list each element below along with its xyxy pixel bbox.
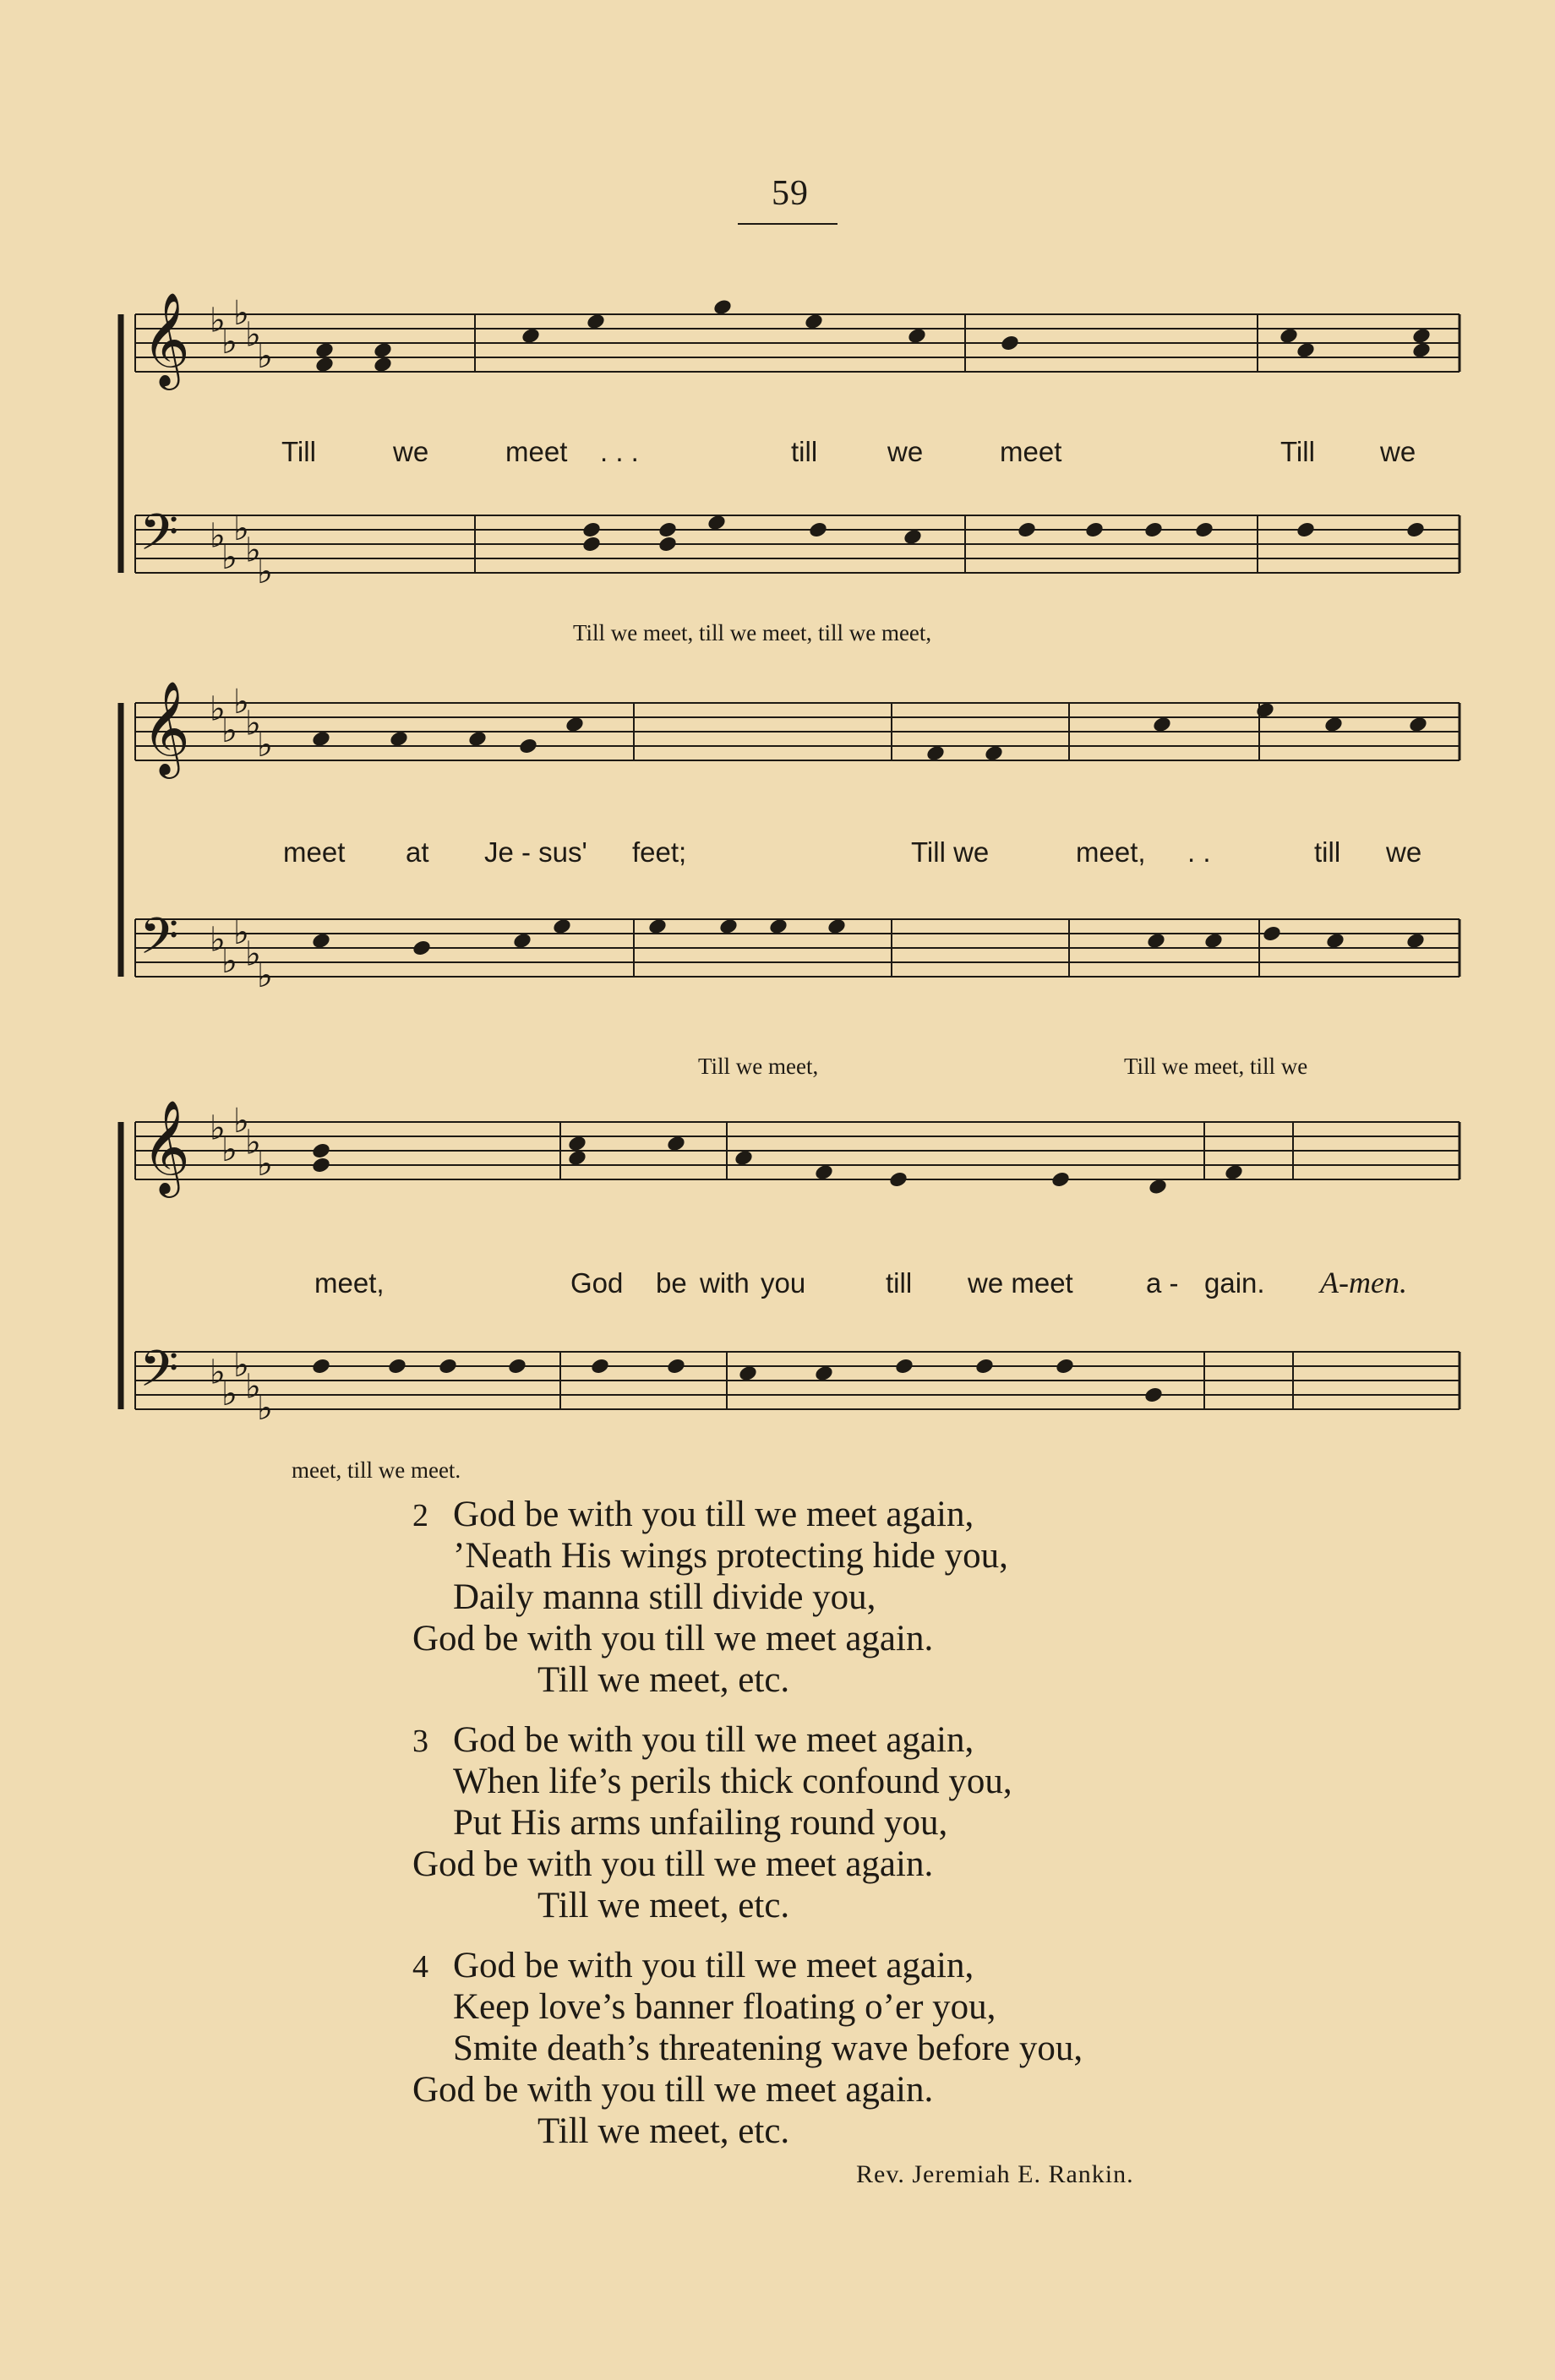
- system2-melody-lyric: Till we: [911, 836, 990, 868]
- flat-sign: ♭: [245, 531, 261, 570]
- verse-line: When life’s perils thick confound you,: [453, 1762, 1012, 1801]
- flat-sign: ♭: [257, 1145, 273, 1184]
- flat-sign: ♭: [210, 301, 226, 340]
- system2-melody-lyric: feet;: [632, 836, 687, 868]
- verse-line: Put His arms unfailing round you,: [453, 1803, 948, 1843]
- flat-sign: ♭: [210, 920, 226, 960]
- note-head: [438, 1357, 458, 1375]
- system3-melody-lyric: be: [656, 1267, 687, 1299]
- flat-sign: ♭: [257, 337, 273, 376]
- verse-number: 3: [412, 1724, 428, 1759]
- flat-sign: ♭: [210, 1353, 226, 1392]
- flat-sign: ♭: [257, 726, 273, 765]
- note-head: [1296, 520, 1316, 539]
- note-head: [387, 1357, 407, 1375]
- note-head: [894, 1357, 914, 1375]
- note-head: [808, 520, 828, 539]
- note-head: [1143, 520, 1164, 539]
- note-head: [666, 1357, 686, 1375]
- flat-sign: ♭: [233, 1346, 249, 1385]
- system2-melody-lyric: . .: [1187, 836, 1211, 868]
- note-head: [1405, 520, 1426, 539]
- note-head: [590, 1357, 610, 1375]
- note-head: [1055, 1357, 1075, 1375]
- bass-clef: 𝄢: [139, 1339, 179, 1410]
- flat-sign: ♭: [257, 956, 273, 995]
- verse-line: God be with you till we meet again.: [412, 2070, 934, 2110]
- flat-sign: ♭: [233, 509, 249, 548]
- note-head: [518, 737, 538, 755]
- note-head: [1017, 520, 1037, 539]
- system2-melody-lyric: meet,: [1076, 836, 1146, 868]
- system3-melody-lyric: with: [700, 1267, 750, 1299]
- flat-sign: ♭: [245, 704, 261, 743]
- flat-sign: ♭: [233, 683, 249, 722]
- verse: [412, 1719, 1427, 1926]
- system1-melody-lyric: Till: [281, 436, 316, 467]
- note-head: [1084, 520, 1105, 539]
- bass-clef: 𝄢: [139, 503, 179, 574]
- verse-line: Till we meet, etc.: [537, 1886, 790, 1925]
- verse: [412, 1494, 1427, 1701]
- flat-sign: ♭: [221, 1375, 237, 1413]
- flat-sign: ♭: [245, 934, 261, 974]
- flat-sign: ♭: [233, 294, 249, 333]
- page-number: 59: [772, 174, 809, 213]
- note-head: [1194, 520, 1214, 539]
- verse-line: Till we meet, etc.: [537, 2111, 790, 2151]
- flat-sign: ♭: [221, 538, 237, 577]
- flat-sign: ♭: [221, 942, 237, 981]
- note-head: [657, 535, 678, 553]
- note-head: [974, 1357, 995, 1375]
- system1-melody-lyric: meet: [1000, 436, 1062, 467]
- system3-melody-lyric: God: [570, 1267, 624, 1299]
- note-head: [581, 520, 602, 539]
- flat-sign: ♭: [210, 516, 226, 556]
- verse-line: God be with you till we meet again.: [412, 1844, 934, 1884]
- system3-melody-lyric: we meet: [968, 1267, 1073, 1299]
- system3-melody-lyric: meet,: [314, 1267, 385, 1299]
- note-head: [581, 535, 602, 553]
- verse-number: 4: [412, 1949, 428, 1985]
- verses: [412, 1494, 1427, 2170]
- system1-melody-lyric: we: [393, 436, 429, 467]
- note-head: [1143, 1386, 1164, 1404]
- verse-line: Till we meet, etc.: [537, 1660, 790, 1700]
- verse-line: God be with you till we meet again,: [453, 1720, 974, 1760]
- note-head: [657, 520, 678, 539]
- author-attribution: Rev. Jeremiah E. Rankin.: [856, 2160, 1134, 2188]
- note-head: [888, 1170, 908, 1189]
- flat-sign: ♭: [233, 913, 249, 952]
- system1-melody-lyric: we: [1380, 436, 1416, 467]
- system2-melody-lyric: till: [1314, 836, 1341, 868]
- flat-sign: ♭: [257, 1389, 273, 1428]
- verse-line: God be with you till we meet again.: [412, 1619, 934, 1658]
- flat-sign: ♭: [257, 553, 273, 591]
- flat-sign: ♭: [210, 689, 226, 729]
- flat-sign: ♭: [245, 1123, 261, 1163]
- system1-bass-lyrics: Till we meet, till we meet, till we meet,: [573, 620, 932, 645]
- system1-melody-lyric: Till: [1280, 436, 1315, 467]
- note-head: [412, 939, 432, 957]
- flat-sign: ♭: [221, 711, 237, 750]
- verse-line: God be with you till we meet again,: [453, 1946, 974, 1985]
- note-head: [311, 1141, 331, 1160]
- system2-melody-lyric: Je - sus': [484, 836, 587, 868]
- treble-clef: 𝄞: [142, 680, 190, 775]
- note-head: [1050, 1170, 1071, 1189]
- system2-melody-lyric: we: [1386, 836, 1422, 868]
- flat-sign: ♭: [245, 315, 261, 355]
- verse-line: Keep love’s banner floating o’er you,: [453, 1987, 996, 2027]
- treble-clef: 𝄞: [142, 291, 190, 386]
- system1-melody-lyric: . . .: [600, 436, 639, 467]
- verse-line: ’Neath His wings protecting hide you,: [453, 1536, 1008, 1576]
- system2-melody-lyric: meet: [283, 836, 346, 868]
- verse-line: God be with you till we meet again,: [453, 1495, 974, 1534]
- note-head: [311, 1357, 331, 1375]
- treble-clef: 𝄞: [142, 1099, 190, 1194]
- system2-melody-lyric: at: [406, 836, 429, 868]
- system3-melody-lyric: a -: [1146, 1267, 1179, 1299]
- system3-melody-lyric: gain.: [1204, 1267, 1265, 1299]
- verse: [412, 1945, 1427, 2152]
- flat-sign: ♭: [233, 1102, 249, 1141]
- note-head: [1000, 334, 1020, 352]
- note-head: [1262, 924, 1282, 943]
- flat-sign: ♭: [210, 1108, 226, 1148]
- system1-melody-lyric: meet: [505, 436, 568, 467]
- note-head: [507, 1357, 527, 1375]
- system3-bass-lyrics: meet, till we meet.: [292, 1457, 461, 1483]
- system3-melody-lyric: till: [886, 1267, 913, 1299]
- system2-bass-lyrics: Till we meet, till we: [1124, 1054, 1308, 1079]
- verse-line: Smite death’s threatening wave before you,: [453, 2029, 1083, 2068]
- system1-melody-lyric: till: [791, 436, 818, 467]
- verse-number: 2: [412, 1498, 428, 1533]
- system1-melody-lyric: we: [887, 436, 924, 467]
- bass-clef: 𝄢: [139, 907, 179, 978]
- flat-sign: ♭: [245, 1367, 261, 1407]
- flat-sign: ♭: [221, 323, 237, 362]
- verse-line: Daily manna still divide you,: [453, 1577, 876, 1617]
- flat-sign: ♭: [221, 1130, 237, 1169]
- system2-bass-lyrics: Till we meet,: [698, 1054, 819, 1079]
- system3-melody-lyric: you: [761, 1267, 806, 1299]
- note-head: [311, 1156, 331, 1174]
- system3-melody-lyric: A-men.: [1320, 1266, 1407, 1299]
